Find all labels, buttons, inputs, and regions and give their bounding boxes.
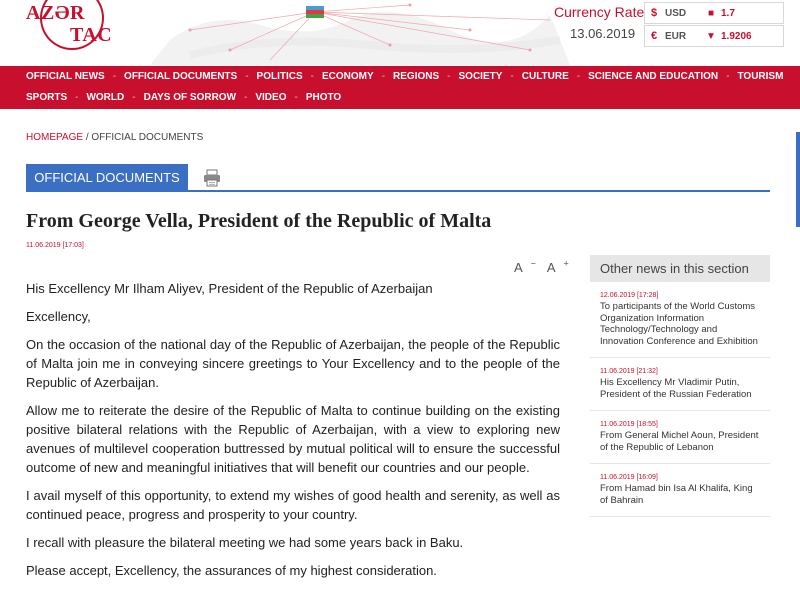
nav-item-economy[interactable]: ECONOMY [322, 71, 374, 82]
nav-item-official-documents[interactable]: OFFICIAL DOCUMENTS [124, 71, 238, 82]
nav-item-politics[interactable]: POLITICS [256, 71, 303, 82]
rate-row-eur [644, 25, 784, 47]
nav-separator: - [576, 71, 581, 82]
nav-item-video[interactable]: VIDEO [255, 92, 287, 103]
nav-item-society[interactable]: SOCIETY [458, 71, 503, 82]
news-title-link[interactable]: His Excellency Mr Vladimir Putin, President of the Russian Federation [600, 377, 752, 400]
rate-code: EUR [665, 30, 687, 42]
euro-icon: € [650, 30, 658, 42]
print-icon[interactable] [202, 168, 222, 188]
section-title: OFFICIAL DOCUMENTS [26, 164, 188, 191]
unchanged-icon: ■ [707, 7, 715, 19]
logo-text-bottom: TAC [70, 24, 113, 46]
font-increase-label: A [546, 260, 556, 276]
nav-separator: - [447, 71, 451, 82]
nav-separator: - [294, 92, 298, 103]
azerbaijan-flag-icon [306, 6, 324, 18]
nav-item-photo[interactable]: PHOTO [305, 92, 342, 103]
breadcrumb-home-link[interactable]: HOMEPAGE [26, 132, 84, 143]
sidebar-news-item[interactable] [590, 368, 770, 411]
article-paragraph: Please accept, Excellency, the assurances of my highest consideration. [26, 563, 437, 578]
sidebar-title: Other news in this section [590, 255, 770, 282]
nav-item-world[interactable]: WORLD [86, 92, 125, 103]
article-paragraph: I recall with pleasure the bilateral meeting we had some years back in Baku. [26, 535, 464, 550]
article-paragraph: Excellency, [26, 309, 91, 324]
rate-row-usd [644, 2, 784, 24]
news-title-link[interactable]: From General Michel Aoun, President of the Republic of Lebanon [600, 430, 759, 453]
dollar-icon: $ [650, 7, 658, 19]
nav-separator: - [245, 71, 249, 82]
sidebar-news-item[interactable] [590, 474, 770, 517]
rate-value: 1.7 [721, 7, 735, 19]
other-news-sidebar [590, 255, 770, 527]
nav-separator: - [726, 71, 730, 82]
news-date: 11.06.2019 [16:09] [600, 474, 658, 481]
rate-code: USD [665, 7, 687, 19]
nav-row-2 [0, 87, 800, 108]
nav-item-tourism[interactable]: TOURISM [737, 71, 784, 82]
nav-separator: - [381, 71, 386, 82]
nav-separator: - [112, 71, 117, 82]
sidebar-news-item[interactable] [590, 292, 770, 358]
world-map-banner [150, 0, 570, 65]
article-paragraph: Allow me to reiterate the desire of the Republic of Malta to continue building on the existing positive bilateral relations with the Republic of Azerbaijan, with a view to exploring new avenues of multilevel cooperation buttressed by mutual political will to ensure the successful outcome of new and meaningful initiatives that will benefit our countries and our people. [26, 403, 560, 475]
sidebar-news-item[interactable] [590, 421, 770, 464]
article-title: From George Vella, President of the Republic of Malta [26, 210, 492, 232]
article-paragraph: I avail myself of this opportunity, to extend my wishes of good health and serenity, as well as continued peace, progress and prosperity to your country. [26, 488, 560, 522]
breadcrumb [26, 132, 203, 143]
news-title-link[interactable]: To participants of the World Customs Organization Information Technology/Technology and Innovation Conference and Exhibition [600, 301, 758, 347]
font-size-controls [514, 259, 577, 275]
nav-item-days-of-sorrow[interactable]: DAYS OF SORROW [143, 92, 237, 103]
azertac-logo[interactable] [26, 0, 126, 50]
news-title-link[interactable]: From Hamad bin Isa Al Khalifa, King of Bahrain [600, 483, 753, 506]
site-header [0, 0, 800, 65]
nav-row-1 [0, 66, 800, 87]
nav-separator: - [132, 92, 136, 103]
font-decrease-label: A [514, 260, 523, 276]
font-decrease-button[interactable] [514, 260, 536, 275]
font-increase-sup: + [563, 259, 569, 269]
rate-value: 1.9206 [721, 30, 752, 42]
currency-rates-table [644, 2, 784, 48]
news-date: 11.06.2019 [18:55] [600, 421, 658, 428]
article-paragraph: On the occasion of the national day of the Republic of Azerbaijan, the people of the Republic of Malta join me in conveying sincere greetings to Your Excellency and to the people of the Republic of Azerbaijan. [26, 337, 560, 390]
section-header-bar [26, 164, 770, 192]
currency-rate-label: Currency Rate [554, 4, 645, 20]
nav-separator: - [510, 71, 514, 82]
nav-separator: - [244, 92, 248, 103]
nav-item-culture[interactable]: CULTURE [521, 71, 569, 82]
logo-text-top: AZƏR [26, 2, 86, 24]
page-scrollbar[interactable] [796, 132, 800, 227]
news-date: 12.06.2019 [17:28] [600, 292, 659, 299]
font-decrease-sup: − [530, 259, 536, 269]
breadcrumb-current: / OFFICIAL DOCUMENTS [85, 132, 204, 143]
nav-item-science-and-education[interactable]: SCIENCE AND EDUCATION [588, 71, 719, 82]
nav-item-regions[interactable]: REGIONS [393, 71, 440, 82]
main-navigation [0, 66, 800, 109]
article-body [26, 279, 560, 589]
article-paragraph: His Excellency Mr Ilham Aliyev, President of the Republic of Azerbaijan [26, 281, 433, 296]
article-date: 11.06.2019 [17:03] [26, 242, 84, 249]
nav-item-official-news[interactable]: OFFICIAL NEWS [26, 71, 105, 82]
down-arrow-icon: ▼ [706, 30, 716, 42]
nav-separator: - [310, 71, 315, 82]
currency-date: 13.06.2019 [570, 26, 636, 41]
nav-separator: - [75, 92, 79, 103]
nav-item-sports[interactable]: SPORTS [26, 92, 68, 103]
news-date: 11.06.2019 [21:32] [600, 368, 658, 375]
font-increase-button[interactable] [547, 260, 569, 275]
